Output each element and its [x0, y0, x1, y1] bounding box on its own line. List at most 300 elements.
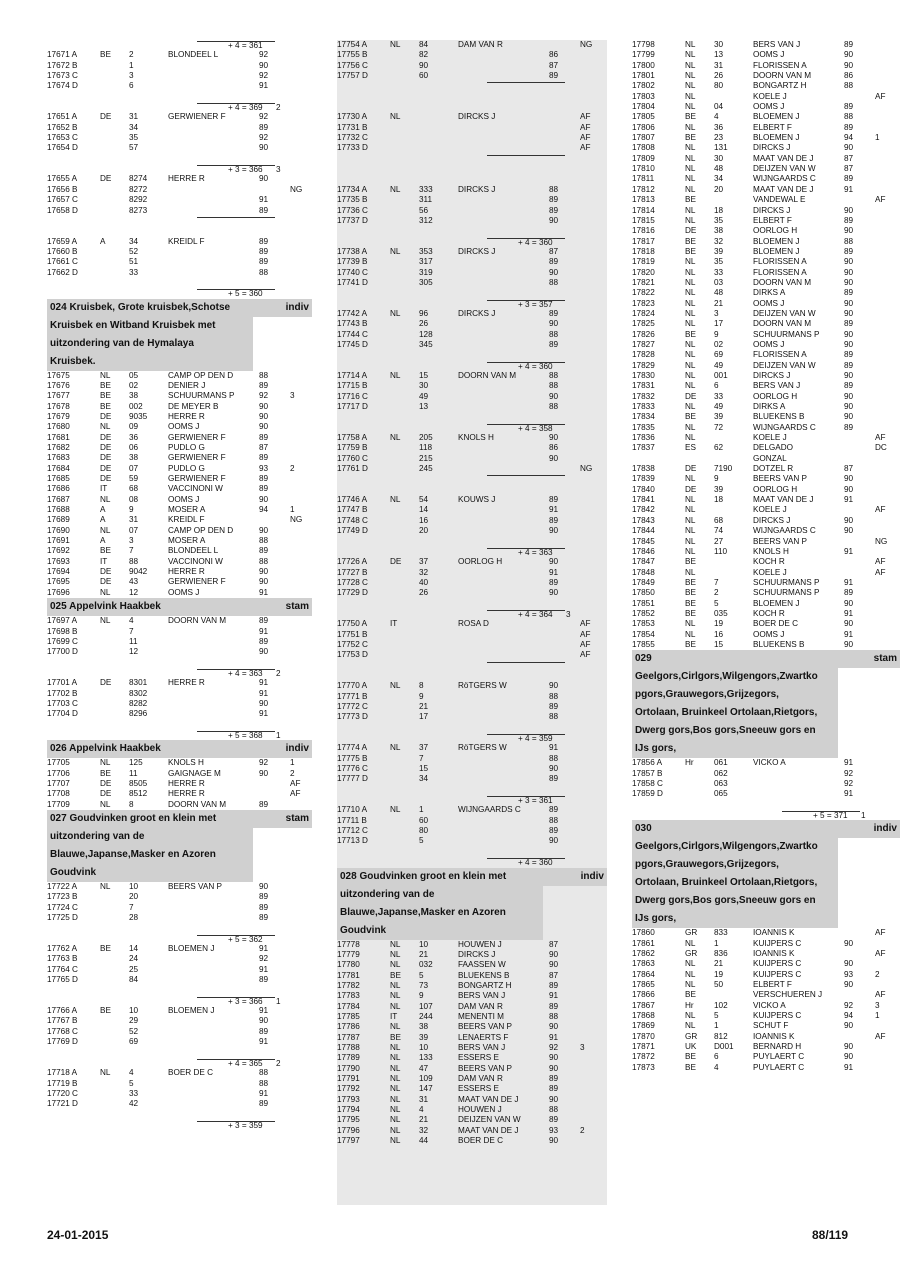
country: NL [390, 949, 401, 959]
score: 88 [549, 753, 559, 763]
spacer [47, 923, 312, 933]
owner-name: OOMS J [753, 50, 785, 60]
bird-number: 80 [419, 826, 429, 836]
ring-number: 17691 [47, 536, 70, 546]
ring-number: 17828 [632, 350, 655, 360]
total-text: + 5 = 362 [228, 934, 263, 944]
country: BE [100, 391, 111, 401]
table-row [337, 950, 607, 960]
owner-name: WIJNGAARDS C [458, 805, 521, 815]
table-row [632, 1042, 900, 1052]
country: BE [100, 944, 111, 954]
bird-number: 59 [129, 474, 139, 484]
bird-number: 52 [129, 1026, 139, 1036]
bird-number: 39 [714, 412, 724, 422]
owner-name: BLUEKENS B [753, 412, 805, 422]
group-total [47, 934, 312, 944]
table-row [337, 495, 607, 505]
score: 89 [259, 975, 269, 985]
bird-number: 52 [129, 246, 139, 256]
owner-name: ELBERT F [753, 215, 792, 225]
ring-number: 17849 [632, 577, 655, 587]
table-row [337, 123, 607, 133]
bird-number: 8272 [129, 184, 148, 194]
owner-name: BOER DE C [458, 1136, 504, 1146]
country: A [100, 236, 106, 246]
prize: 2 [290, 768, 295, 778]
owner-name: GONZAL [753, 453, 787, 463]
ring-number: 17729 D [337, 588, 368, 598]
bird-number: 8 [419, 681, 424, 691]
table-row [47, 1099, 312, 1109]
bird-number: 8301 [129, 678, 148, 688]
country: NL [100, 370, 111, 380]
table-row [337, 774, 607, 784]
table-row [632, 454, 900, 464]
score: 90 [844, 143, 854, 153]
bird-number: 60 [419, 71, 429, 81]
owner-name: MOSER A [168, 505, 206, 515]
group-total [47, 996, 312, 1006]
country: NL [390, 1105, 401, 1114]
table-row [47, 546, 312, 556]
total-rank: 2 [276, 1058, 281, 1068]
score: 87 [549, 246, 559, 256]
country: NL [685, 1021, 696, 1031]
score: 89 [259, 380, 269, 390]
table-row [337, 1033, 607, 1043]
ring-number: 17775 B [337, 753, 368, 763]
score: 91 [549, 991, 559, 1001]
ring-number: 17796 [337, 1125, 360, 1135]
country: NL [685, 526, 696, 536]
country: DE [100, 174, 112, 184]
remark: AF [875, 949, 886, 959]
country: NL [390, 1042, 401, 1052]
group-total [337, 795, 607, 805]
country: DE [685, 226, 697, 236]
ring-number: 17751 B [337, 629, 368, 639]
table-row [337, 1002, 607, 1012]
table-row [632, 288, 900, 298]
score: 88 [844, 236, 854, 246]
bird-number: 43 [129, 577, 139, 587]
score: 92 [259, 758, 269, 768]
score: 89 [259, 432, 269, 442]
ring-number: 17672 B [47, 60, 78, 70]
owner-name: DENIER J [168, 380, 206, 390]
class-title-line: Geelgors,Cirlgors,Wilgengors,Zwartko [632, 668, 838, 686]
ring-number: 17840 [632, 484, 655, 494]
score: 91 [549, 505, 559, 515]
ring-number: 17847 [632, 557, 655, 567]
table-row [632, 412, 900, 422]
ring-number: 17767 B [47, 1016, 78, 1026]
table-row [337, 402, 607, 412]
country: NL [100, 587, 111, 597]
bird-number: 96 [419, 308, 429, 318]
table-row [337, 702, 607, 712]
country: NL [685, 422, 696, 432]
country: NL [390, 184, 401, 194]
owner-name: KNOLS H [458, 433, 494, 443]
table-row [632, 516, 900, 526]
country: A [100, 515, 106, 525]
ring-number: 17671 A [47, 50, 78, 60]
bird-number: 16 [419, 515, 429, 525]
remark: AF [580, 619, 591, 629]
bird-number: 15 [419, 764, 429, 774]
bird-number: 205 [419, 433, 433, 443]
bird-number: 9042 [129, 567, 148, 577]
class-type: indiv [285, 301, 309, 313]
ring-number: 17800 [632, 60, 655, 70]
score: 90 [844, 474, 854, 484]
country: NL [685, 102, 696, 112]
table-row [47, 1089, 312, 1099]
country: DE [100, 567, 112, 577]
table-row [337, 526, 607, 536]
ring-number: 17780 [337, 960, 360, 970]
table-row [337, 185, 607, 195]
ring-number: 17843 [632, 515, 655, 525]
country: NL [390, 1115, 401, 1125]
ring-number: 17776 C [337, 764, 368, 774]
score: 89 [259, 236, 269, 246]
ring-number: 17654 D [47, 143, 78, 153]
table-row [337, 112, 607, 122]
bird-number: 50 [714, 980, 724, 990]
table-row [632, 619, 900, 629]
table-row [337, 1053, 607, 1063]
table-row [337, 568, 607, 578]
ring-number: 17854 [632, 629, 655, 639]
table-row [337, 960, 607, 970]
class-header [47, 299, 312, 371]
ring-number: 17834 [632, 412, 655, 422]
class-type: indiv [873, 823, 897, 835]
bird-number: 353 [419, 246, 433, 256]
table-row [337, 836, 607, 846]
ring-number: 17724 C [47, 902, 78, 912]
score: 90 [549, 960, 559, 970]
ring-number: 17755 B [337, 50, 368, 60]
table-row [47, 515, 312, 525]
ring-number: 17708 [47, 789, 70, 799]
owner-name: MAAT VAN DE J [753, 495, 814, 505]
ring-number: 17695 [47, 577, 70, 587]
ring-number: 17747 B [337, 505, 368, 515]
score: 88 [259, 1078, 269, 1088]
spacer [337, 847, 607, 857]
ring-number: 17760 C [337, 453, 368, 463]
score: 90 [844, 308, 854, 318]
owner-name: BLONDEEL L [168, 546, 219, 556]
ring-number: 17756 C [337, 60, 368, 70]
ring-number: 17856 A [632, 758, 663, 768]
table-row [632, 1001, 900, 1011]
bird-number: 8282 [129, 698, 148, 708]
country: NL [685, 308, 696, 318]
ring-number: 17722 A [47, 882, 78, 891]
bird-number: 3 [129, 536, 134, 546]
bird-number: 26 [419, 319, 429, 329]
score: 90 [844, 980, 854, 990]
ring-number: 17682 [47, 443, 70, 452]
bird-number: 063 [714, 778, 728, 788]
ring-number: 17827 [632, 339, 655, 349]
ring-number: 17836 [632, 433, 655, 443]
table-row [47, 1006, 312, 1016]
score: 90 [549, 267, 559, 277]
score: 90 [259, 525, 269, 535]
ring-number: 17822 [632, 288, 655, 298]
owner-name: BONGARTZ H [753, 81, 807, 91]
bird-number: 02 [129, 380, 139, 390]
country: BE [685, 990, 696, 1000]
table-row [632, 361, 900, 371]
bird-number: 1 [129, 60, 134, 70]
score: 90 [259, 401, 269, 411]
score: 91 [549, 1032, 559, 1042]
bird-number: 72 [714, 422, 724, 432]
owner-name: HERRE R [168, 789, 205, 799]
owner-name: DAM VAN R [458, 1073, 503, 1083]
country: NL [100, 616, 111, 626]
table-row [632, 392, 900, 402]
score: 89 [844, 215, 854, 225]
owner-name: DIRCKS J [458, 112, 496, 122]
table-row [47, 1037, 312, 1047]
ring-number: 17730 A [337, 112, 368, 122]
score: 90 [259, 143, 269, 153]
score: 92 [844, 778, 854, 788]
country: NL [390, 805, 401, 815]
table-row [47, 769, 312, 779]
owner-name: KOELE J [753, 567, 787, 577]
bird-number: 001 [714, 371, 728, 380]
ring-number: 17872 [632, 1052, 655, 1062]
table-row [632, 970, 900, 980]
table-row [632, 154, 900, 164]
country: NL [685, 60, 696, 70]
country: BE [685, 588, 696, 598]
score: 89 [844, 422, 854, 432]
table-row [47, 185, 312, 195]
ring-number: 17720 C [47, 1088, 78, 1098]
table-row [632, 278, 900, 288]
class-type: stam [285, 601, 309, 613]
score: 90 [844, 515, 854, 525]
bird-number: 131 [714, 143, 728, 153]
table-row [47, 526, 312, 536]
ring-number: 17794 [337, 1105, 360, 1114]
owner-name: DIRCKS J [753, 143, 791, 153]
country: DE [685, 464, 697, 474]
score: 90 [844, 1042, 854, 1052]
ring-number: 17746 A [337, 495, 368, 505]
total-text: + 4 = 358 [518, 423, 553, 433]
score: 90 [549, 764, 559, 774]
total-rule [487, 82, 565, 83]
owner-name: ELBERT F [753, 122, 792, 132]
owner-name: KUIJPERS C [753, 938, 802, 948]
table-row [337, 692, 607, 702]
class-header [47, 740, 312, 758]
country: NL [685, 371, 696, 380]
score: 90 [259, 768, 269, 778]
country: BE [685, 195, 696, 205]
score: 90 [844, 267, 854, 277]
score: 89 [844, 40, 854, 49]
bird-number: 245 [419, 464, 433, 474]
ring-number: 17703 C [47, 698, 78, 708]
country: NL [390, 681, 401, 691]
owner-name: BERS VAN J [458, 1042, 506, 1052]
bird-number: 3 [714, 308, 719, 318]
score: 90 [844, 277, 854, 287]
owner-name: HERRE R [168, 778, 205, 788]
bird-number: 7 [129, 546, 134, 556]
table-row [47, 81, 312, 91]
bird-number: 54 [419, 495, 429, 505]
country: NL [685, 91, 696, 101]
ring-number: 17732 C [337, 133, 368, 143]
remark: AF [875, 1031, 886, 1041]
table-row [632, 526, 900, 536]
country: BE [685, 1052, 696, 1062]
owner-name: KREIDL F [168, 236, 205, 246]
owner-name: KOELE J [753, 91, 787, 101]
ring-number: 17702 B [47, 688, 78, 698]
country: NL [685, 474, 696, 484]
country: BE [390, 1032, 401, 1042]
bird-number: 29 [129, 1016, 139, 1026]
column-1 [47, 40, 312, 1130]
bird-number: 7 [714, 577, 719, 587]
ring-number: 17716 C [337, 391, 368, 401]
table-row [47, 588, 312, 598]
score: 90 [844, 526, 854, 536]
table-row [47, 174, 312, 184]
table-row [632, 599, 900, 609]
ring-number: 17777 D [337, 774, 368, 784]
bird-number: 35 [714, 257, 724, 267]
ring-number: 17808 [632, 143, 655, 153]
country: NL [685, 288, 696, 298]
score: 93 [259, 463, 269, 473]
table-row [337, 392, 607, 402]
ring-number: 17841 [632, 495, 655, 505]
bird-number: 102 [714, 1000, 728, 1010]
ring-number: 17679 [47, 411, 70, 421]
remark: AF [875, 567, 886, 577]
score: 89 [844, 246, 854, 256]
table-row [632, 557, 900, 567]
owner-name: VACCINONI W [168, 484, 223, 494]
owner-name: VICKO A [753, 1000, 786, 1010]
owner-name: HOUWEN J [458, 939, 502, 949]
country: GR [685, 1031, 698, 1041]
bird-number: 32 [419, 567, 429, 577]
total-text: + 5 = 360 [228, 289, 263, 299]
class-title-line [337, 868, 607, 886]
ring-number: 17658 D [47, 205, 78, 215]
bird-number: 6 [129, 81, 134, 91]
score: 90 [259, 411, 269, 421]
bird-number: 35 [129, 133, 139, 143]
remark: DC [875, 443, 887, 453]
table-row [632, 61, 900, 71]
owner-name: GERWIENER F [168, 474, 226, 484]
ring-number: 17723 B [47, 892, 78, 902]
table-row [337, 1105, 607, 1115]
ring-number: 17713 D [337, 836, 368, 846]
score: 94 [844, 1011, 854, 1021]
bird-number: 035 [714, 608, 728, 618]
score: 90 [549, 1022, 559, 1032]
score: 90 [549, 949, 559, 959]
bird-number: 60 [419, 815, 429, 825]
column-3 [632, 40, 900, 1073]
owner-name: BLOEMEN J [753, 112, 800, 122]
ring-number: 17846 [632, 546, 655, 556]
spacer [47, 154, 312, 164]
bird-number: 032 [419, 960, 433, 970]
owner-name: FLORISSEN A [753, 60, 807, 70]
country: NL [390, 1136, 401, 1146]
country: BE [685, 577, 696, 587]
country: DE [685, 391, 697, 401]
spacer [337, 485, 607, 495]
country: DE [685, 484, 697, 494]
bird-number: 065 [714, 789, 728, 799]
table-row [632, 371, 900, 381]
table-row [632, 174, 900, 184]
table-row [632, 164, 900, 174]
spacer [632, 800, 900, 810]
owner-name: OORLOG H [753, 226, 798, 236]
score: 90 [549, 1063, 559, 1073]
owner-name: FLORISSEN A [753, 257, 807, 267]
ring-number: 17871 [632, 1042, 655, 1052]
bird-number: 19 [714, 619, 724, 629]
table-row [337, 381, 607, 391]
score: 88 [259, 556, 269, 566]
owner-name: DOORN VAN M [753, 71, 812, 81]
total-text: + 5 = 371 [813, 811, 848, 820]
country: NL [390, 433, 401, 443]
bird-number: 5 [129, 1078, 134, 1088]
ring-number: 17711 B [337, 815, 367, 825]
score: 87 [844, 464, 854, 474]
bird-number: 26 [419, 588, 429, 598]
total-rank: 1 [276, 730, 281, 740]
group-total [337, 299, 607, 309]
ring-number: 17855 [632, 639, 655, 649]
ring-number: 17829 [632, 360, 655, 370]
score: 90 [259, 174, 269, 184]
country: BE [685, 412, 696, 422]
score: 88 [259, 1068, 269, 1078]
bird-number: 110 [714, 546, 728, 556]
score: 90 [549, 1053, 559, 1063]
spacer [47, 985, 312, 995]
score: 90 [549, 319, 559, 329]
class-title: 026 Appelvink Haakbek [50, 743, 161, 755]
ring-number: 17793 [337, 1094, 360, 1104]
score: 87 [844, 153, 854, 163]
